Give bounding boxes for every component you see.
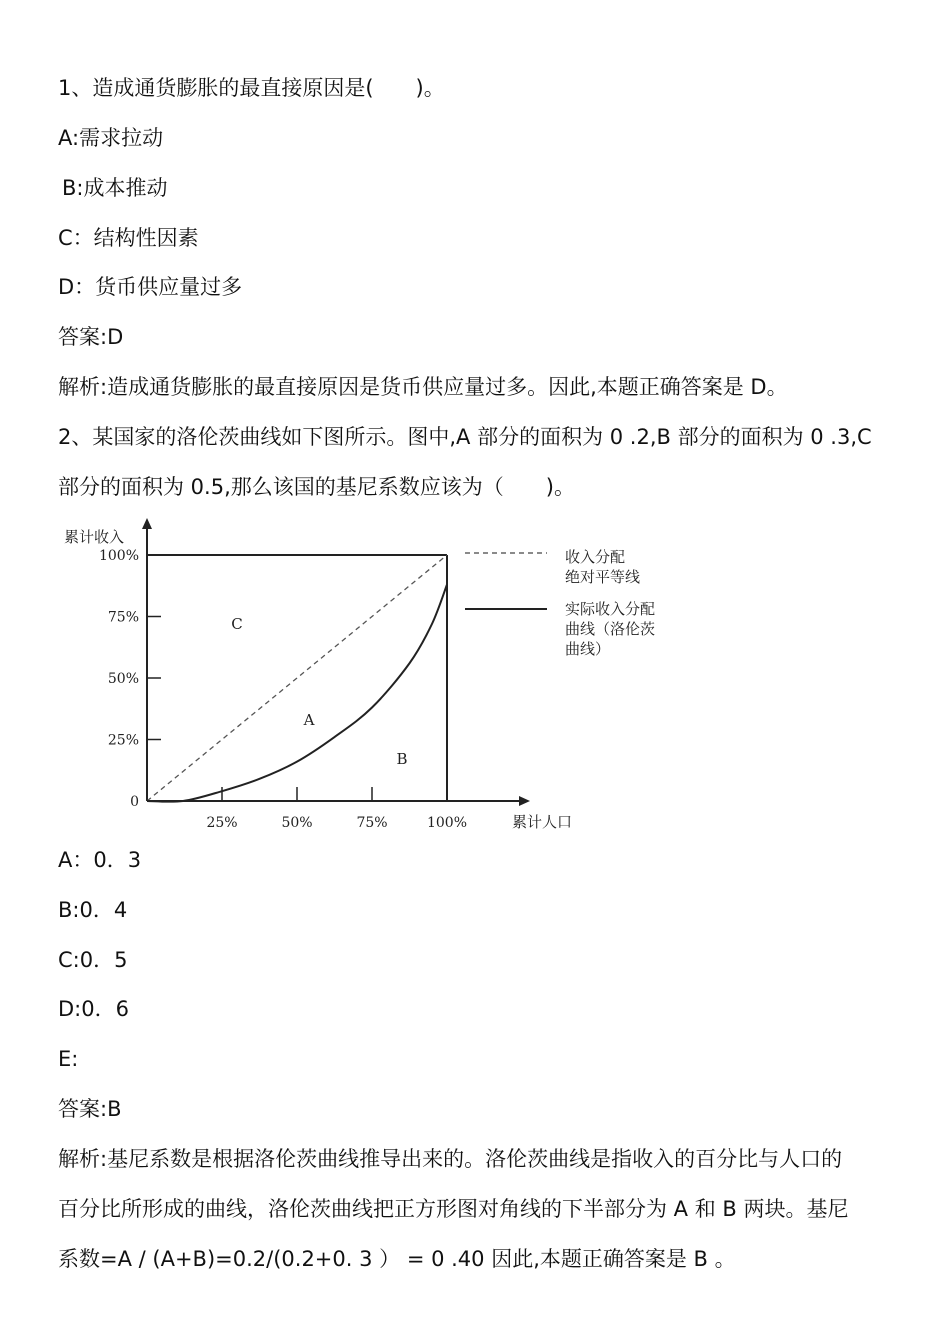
q2-option-c: C:0．5: [58, 948, 128, 972]
y-tick-label: 25%: [107, 732, 139, 749]
q1-option-c: C：结构性因素: [58, 226, 199, 250]
legend-equality-label-1: 收入分配: [565, 548, 626, 566]
region-label-a: A: [303, 710, 315, 729]
q2-option-a: A：0．3: [58, 848, 142, 872]
q1-option-b: B:成本推动: [62, 176, 168, 200]
q2-stem-line-2: 部分的面积为 0.5,那么该国的基尼系数应该为（ )。: [58, 475, 575, 499]
q2-analysis-line-3: 系数=A / (A+B)=0.2/(0.2+0. 3 ） = 0 .40 因此,本题正确答案是 B 。: [58, 1247, 736, 1271]
q2-analysis-line-2: 百分比所形成的曲线，洛伦茨曲线把正方形图对角线的下半部分为 A 和 B 两块。基尼: [58, 1197, 849, 1221]
y-tick-label: 75%: [107, 609, 139, 626]
x-tick-label: 100%: [426, 815, 468, 831]
y-tick-label: 50%: [107, 671, 139, 687]
y-axis-title: 累计收入: [64, 528, 125, 546]
y-tick-label: 0: [130, 794, 139, 810]
region-label-b: B: [396, 750, 408, 769]
x-tick-label: 75%: [356, 815, 388, 831]
q2-option-b: B:0．4: [58, 898, 128, 922]
x-tick-label: 25%: [206, 815, 238, 831]
q2-option-e: E:: [58, 1047, 79, 1071]
x-tick-label: 50%: [281, 815, 313, 831]
q2-analysis-line-1: 解析:基尼系数是根据洛伦茨曲线推导出来的。洛伦茨曲线是指收入的百分比与人口的: [58, 1147, 843, 1171]
y-axis-arrow: [142, 518, 152, 529]
q2-stem-line-1: 2、某国家的洛伦茨曲线如下图所示。图中,A 部分的面积为 0 .2,B 部分的面积为 0 .3,C: [58, 425, 872, 449]
lorenz-curve: [147, 585, 447, 802]
x-axis-title: 累计人口: [512, 813, 573, 831]
q1-answer: 答案:D: [58, 325, 124, 349]
legend-lorenz-label-3: 曲线）: [565, 640, 611, 658]
lorenz-curve-chart: [60, 515, 680, 835]
legend-lorenz-label-1: 实际收入分配: [565, 600, 656, 618]
q1-stem: 1、造成通货膨胀的最直接原因是( )。: [58, 76, 445, 100]
q1-option-d: D：货币供应量过多: [58, 275, 243, 299]
q2-option-d: D:0．6: [58, 997, 129, 1021]
legend-equality-label-2: 绝对平等线: [565, 568, 641, 586]
x-axis-arrow: [519, 796, 530, 806]
region-label-c: C: [231, 614, 243, 633]
q1-option-a: A:需求拉动: [58, 126, 164, 150]
q2-answer: 答案:B: [58, 1097, 122, 1121]
legend-lorenz-label-2: 曲线（洛伦茨: [565, 620, 656, 638]
y-tick-label: 100%: [98, 548, 139, 564]
q1-analysis: 解析:造成通货膨胀的最直接原因是货币供应量过多。因此,本题正确答案是 D。: [58, 375, 788, 399]
